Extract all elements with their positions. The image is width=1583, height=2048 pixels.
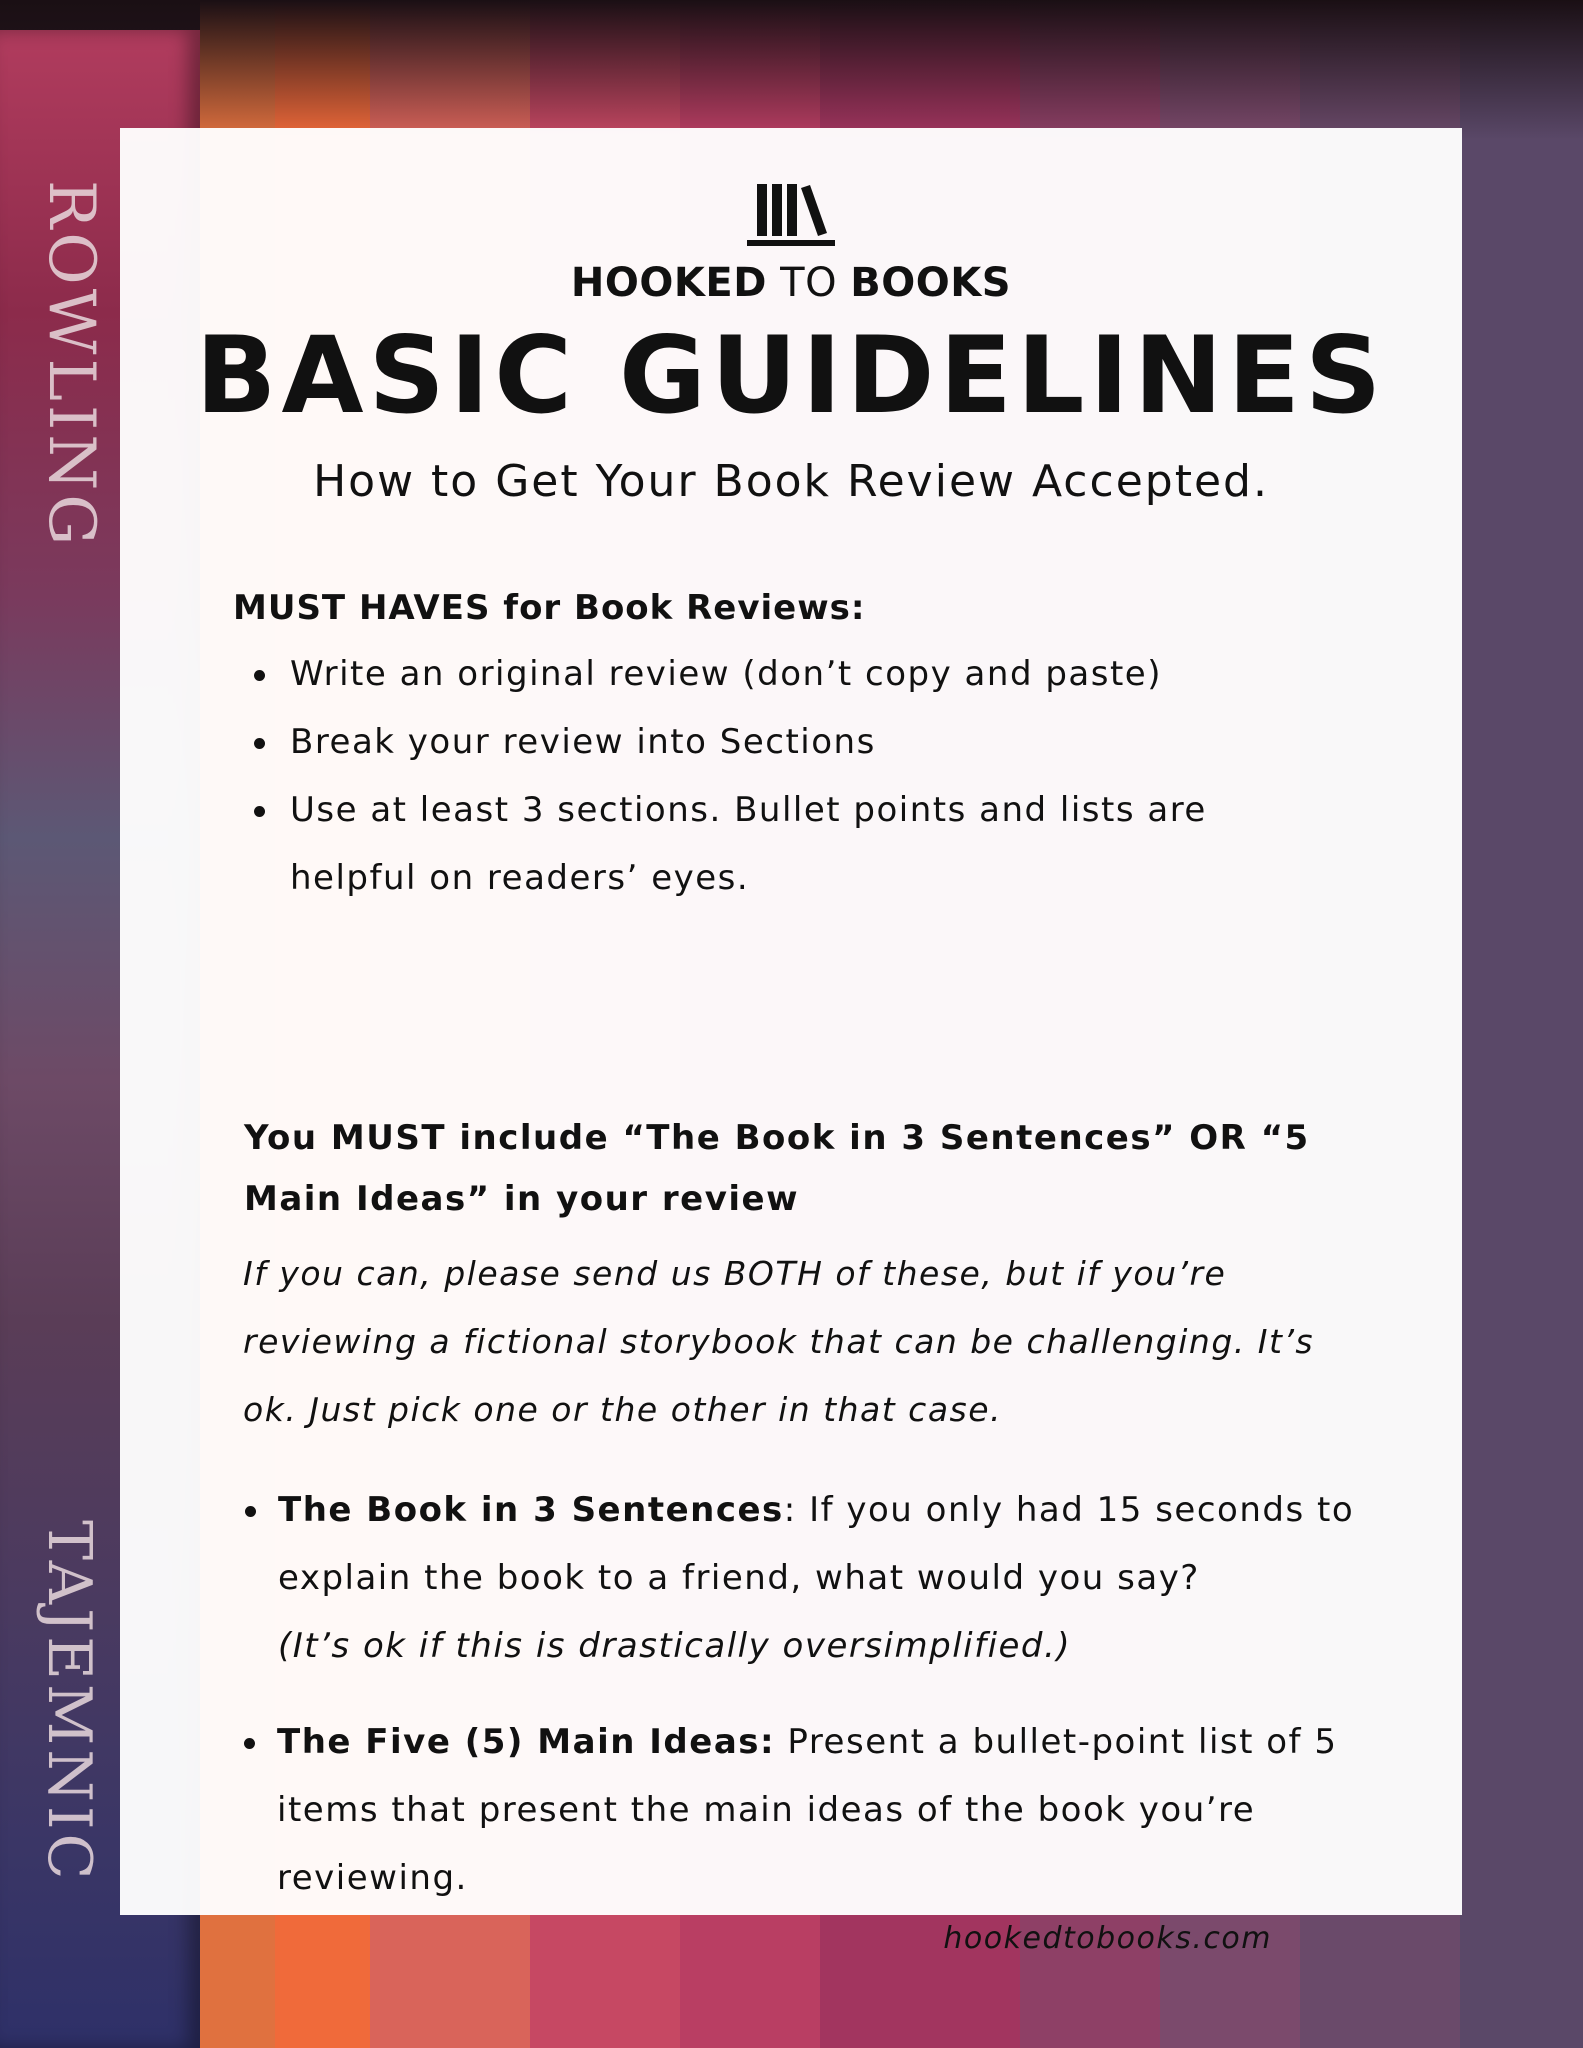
list-item: Use at least 3 sections. Bullet points and lists are helpful on readers’ eyes.: [172, 776, 1340, 912]
guidelines-card: [120, 128, 1462, 1956]
page-subtitle: How to Get Your Book Review Accepted.: [313, 456, 1269, 507]
detail-text: Present a bullet-point list of 5 items that present the main ideas of the book you’re reviewing.: [277, 1722, 1338, 1898]
detail-lead: The Book in 3 Sentences: [278, 1490, 784, 1530]
detail-aside: (It’s ok if this is drastically oversimplified.): [278, 1626, 1072, 1666]
list-item: Break your review into Sections: [172, 708, 1340, 776]
list-item: Write an original review (don’t copy and paste): [172, 640, 1340, 708]
page-title: BASIC GUIDELINES: [195, 314, 1387, 437]
brand-name: [120, 260, 1462, 306]
detail-lead: The Five (5) Main Ideas:: [277, 1722, 776, 1762]
detail-five-main-ideas: [277, 1708, 1357, 1912]
bullet-icon: [245, 1506, 256, 1517]
must-haves-list: [290, 640, 1340, 912]
brand-word-hooked: HOOKED: [570, 260, 767, 306]
detail-book-in-3-sentences: The Book in 3 Sentences: If you only had 15 seconds to explain the book to a friend, what would you say? (It’s ok if this is drastically oversimplified.): [278, 1476, 1358, 1680]
must-haves-heading: MUST HAVES for Book Reviews:: [233, 588, 866, 628]
detail-text: If you only had 15 seconds to explain the book to a friend, what would you say?: [278, 1490, 1355, 1598]
bullet-icon: [254, 670, 265, 681]
brand-word-books: BOOKS: [850, 260, 1012, 306]
requirement-note: If you can, please send us BOTH of these, but if you’re reviewing a fictional storybook that can be challenging. It’s ok. Just pick one or the other in that case.: [243, 1254, 1315, 1429]
requirement-heading: You MUST include “The Book in 3 Sentences” OR “5 Main Ideas” in your review: [244, 1118, 1310, 1219]
brand-word-to: TO: [780, 260, 838, 306]
bullet-icon: [244, 1738, 255, 1749]
spine-author-text: ROWLING: [34, 180, 108, 550]
books-on-shelf-icon: [120, 178, 1462, 250]
website-link[interactable]: hookedtobooks.com: [943, 1921, 1272, 1956]
spine-title-text: TAJEMNIC: [34, 1520, 104, 1884]
bullet-icon: [254, 806, 265, 817]
bullet-icon: [254, 738, 265, 749]
book-spine: [1460, 0, 1583, 2048]
